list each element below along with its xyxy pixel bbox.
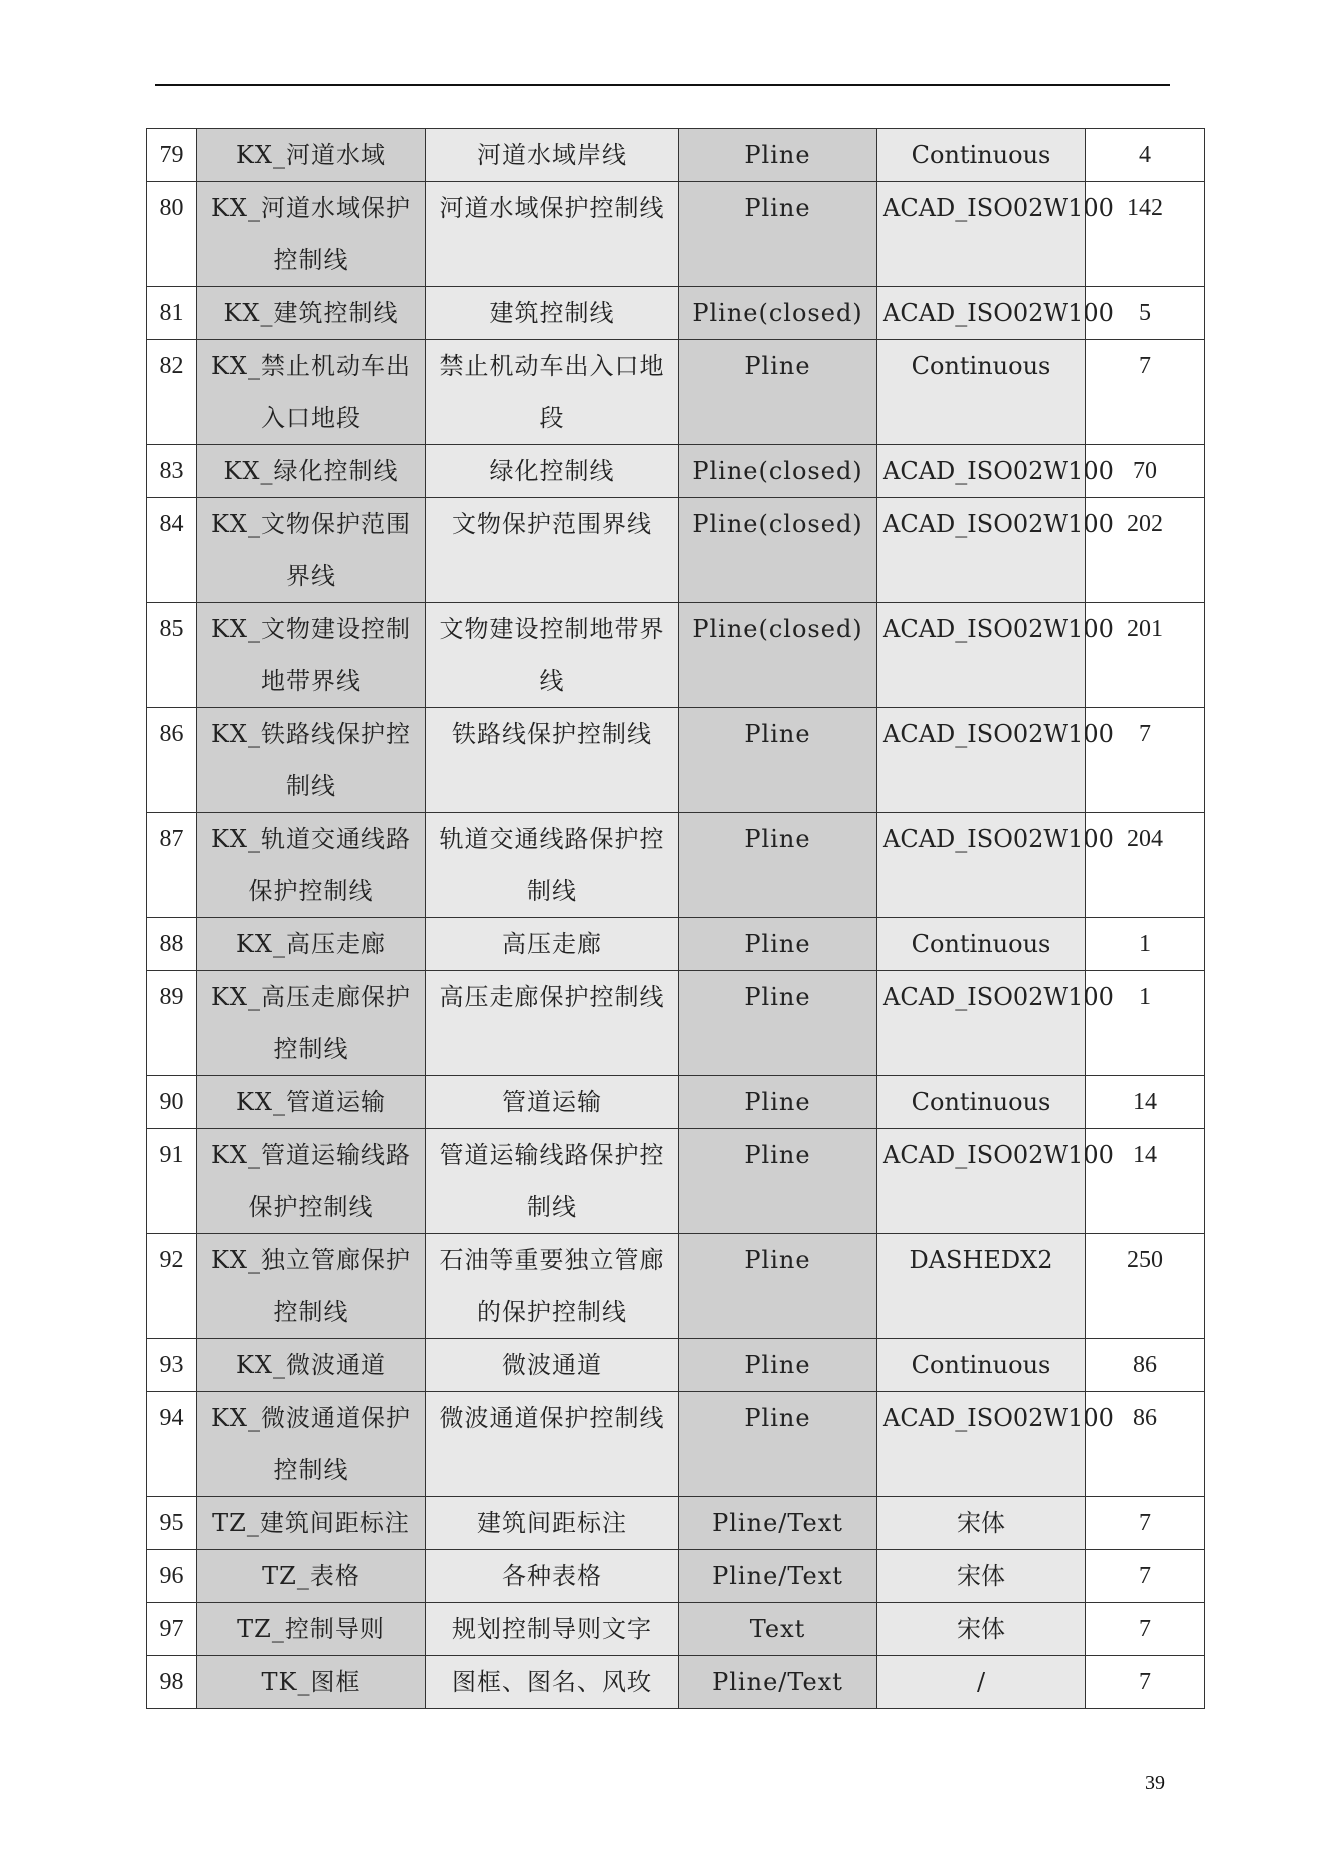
layer-code-cell: KX_微波通道保护控制线 <box>197 1392 426 1497</box>
color-index-cell: 7 <box>1086 708 1205 813</box>
linetype-cell: DASHEDX2 <box>877 1234 1086 1339</box>
layer-description-cell: 管道运输线路保护控制线 <box>426 1129 679 1234</box>
table-row <box>147 813 1205 918</box>
color-index-cell: 250 <box>1086 1234 1205 1339</box>
row-number-cell: 79 <box>147 129 197 182</box>
layer-description-cell: 规划控制导则文字 <box>426 1603 679 1656</box>
color-index-cell: 7 <box>1086 1550 1205 1603</box>
row-number-cell: 89 <box>147 971 197 1076</box>
table-row <box>147 1550 1205 1603</box>
row-number-cell: 97 <box>147 1603 197 1656</box>
entity-type-cell: Pline(closed) <box>679 498 877 603</box>
layer-code-cell: TZ_建筑间距标注 <box>197 1497 426 1550</box>
row-number-cell: 82 <box>147 340 197 445</box>
layer-description-cell: 轨道交通线路保护控制线 <box>426 813 679 918</box>
table-row <box>147 1129 1205 1234</box>
layer-description-cell: 微波通道保护控制线 <box>426 1392 679 1497</box>
table-row <box>147 182 1205 287</box>
linetype-cell: 宋体 <box>877 1497 1086 1550</box>
row-number-cell: 95 <box>147 1497 197 1550</box>
header-rule <box>155 84 1170 86</box>
linetype-cell: Continuous <box>877 129 1086 182</box>
color-index-cell: 86 <box>1086 1339 1205 1392</box>
entity-type-cell: Pline <box>679 1076 877 1129</box>
linetype-cell: ACAD_ISO02W100 <box>877 1129 1086 1234</box>
linetype-cell: Continuous <box>877 340 1086 445</box>
entity-type-cell: Pline(closed) <box>679 603 877 708</box>
table-row <box>147 1603 1205 1656</box>
row-number-cell: 90 <box>147 1076 197 1129</box>
layer-code-cell: KX_文物建设控制地带界线 <box>197 603 426 708</box>
entity-type-cell: Pline <box>679 1392 877 1497</box>
row-number-cell: 87 <box>147 813 197 918</box>
layer-code-cell: KX_河道水域保护控制线 <box>197 182 426 287</box>
linetype-cell: ACAD_ISO02W100 <box>877 287 1086 340</box>
layer-table-body <box>147 129 1205 1709</box>
color-index-cell: 1 <box>1086 918 1205 971</box>
row-number-cell: 91 <box>147 1129 197 1234</box>
layer-description-cell: 管道运输 <box>426 1076 679 1129</box>
linetype-cell: Continuous <box>877 1339 1086 1392</box>
color-index-cell: 14 <box>1086 1129 1205 1234</box>
layer-code-cell: KX_建筑控制线 <box>197 287 426 340</box>
page-number: 39 <box>1145 1772 1165 1794</box>
linetype-cell: ACAD_ISO02W100 <box>877 971 1086 1076</box>
row-number-cell: 81 <box>147 287 197 340</box>
table-row <box>147 708 1205 813</box>
linetype-cell: ACAD_ISO02W100 <box>877 1392 1086 1497</box>
layer-description-cell: 高压走廊 <box>426 918 679 971</box>
color-index-cell: 202 <box>1086 498 1205 603</box>
linetype-cell: ACAD_ISO02W100 <box>877 182 1086 287</box>
table-row <box>147 1392 1205 1497</box>
layer-description-cell: 铁路线保护控制线 <box>426 708 679 813</box>
color-index-cell: 1 <box>1086 971 1205 1076</box>
layer-description-cell: 绿化控制线 <box>426 445 679 498</box>
linetype-cell: ACAD_ISO02W100 <box>877 708 1086 813</box>
layer-description-cell: 微波通道 <box>426 1339 679 1392</box>
layer-code-cell: KX_高压走廊保护控制线 <box>197 971 426 1076</box>
row-number-cell: 92 <box>147 1234 197 1339</box>
row-number-cell: 83 <box>147 445 197 498</box>
entity-type-cell: Pline <box>679 1129 877 1234</box>
table-row <box>147 1497 1205 1550</box>
table-row <box>147 340 1205 445</box>
color-index-cell: 201 <box>1086 603 1205 708</box>
linetype-cell: ACAD_ISO02W100 <box>877 445 1086 498</box>
layer-description-cell: 河道水域岸线 <box>426 129 679 182</box>
layer-description-cell: 建筑控制线 <box>426 287 679 340</box>
entity-type-cell: Pline <box>679 1234 877 1339</box>
color-index-cell: 4 <box>1086 129 1205 182</box>
table-row <box>147 129 1205 182</box>
color-index-cell: 5 <box>1086 287 1205 340</box>
entity-type-cell: Pline/Text <box>679 1497 877 1550</box>
linetype-cell: 宋体 <box>877 1603 1086 1656</box>
linetype-cell: Continuous <box>877 918 1086 971</box>
table-row <box>147 1339 1205 1392</box>
layer-code-cell: KX_高压走廊 <box>197 918 426 971</box>
layer-code-cell: KX_管道运输 <box>197 1076 426 1129</box>
row-number-cell: 93 <box>147 1339 197 1392</box>
table-row <box>147 445 1205 498</box>
linetype-cell: 宋体 <box>877 1550 1086 1603</box>
linetype-cell: Continuous <box>877 1076 1086 1129</box>
color-index-cell: 142 <box>1086 182 1205 287</box>
entity-type-cell: Pline <box>679 971 877 1076</box>
layer-description-cell: 文物建设控制地带界线 <box>426 603 679 708</box>
layer-code-cell: KX_轨道交通线路保护控制线 <box>197 813 426 918</box>
layer-description-cell: 石油等重要独立管廊的保护控制线 <box>426 1234 679 1339</box>
color-index-cell: 204 <box>1086 813 1205 918</box>
layer-description-cell: 建筑间距标注 <box>426 1497 679 1550</box>
linetype-cell: / <box>877 1656 1086 1709</box>
table-row <box>147 603 1205 708</box>
entity-type-cell: Text <box>679 1603 877 1656</box>
color-index-cell: 70 <box>1086 445 1205 498</box>
table-row <box>147 971 1205 1076</box>
layer-code-cell: KX_绿化控制线 <box>197 445 426 498</box>
layer-description-cell: 文物保护范围界线 <box>426 498 679 603</box>
layer-table <box>146 128 1205 1709</box>
entity-type-cell: Pline <box>679 182 877 287</box>
entity-type-cell: Pline <box>679 708 877 813</box>
entity-type-cell: Pline <box>679 813 877 918</box>
table-row <box>147 498 1205 603</box>
layer-code-cell: KX_禁止机动车出入口地段 <box>197 340 426 445</box>
table-row <box>147 1656 1205 1709</box>
layer-code-cell: KX_文物保护范围界线 <box>197 498 426 603</box>
row-number-cell: 86 <box>147 708 197 813</box>
color-index-cell: 86 <box>1086 1392 1205 1497</box>
entity-type-cell: Pline <box>679 129 877 182</box>
table-row <box>147 1076 1205 1129</box>
entity-type-cell: Pline/Text <box>679 1656 877 1709</box>
color-index-cell: 7 <box>1086 1656 1205 1709</box>
layer-code-cell: KX_微波通道 <box>197 1339 426 1392</box>
linetype-cell: ACAD_ISO02W100 <box>877 498 1086 603</box>
linetype-cell: ACAD_ISO02W100 <box>877 603 1086 708</box>
color-index-cell: 7 <box>1086 340 1205 445</box>
row-number-cell: 80 <box>147 182 197 287</box>
row-number-cell: 85 <box>147 603 197 708</box>
color-index-cell: 7 <box>1086 1497 1205 1550</box>
entity-type-cell: Pline(closed) <box>679 287 877 340</box>
color-index-cell: 7 <box>1086 1603 1205 1656</box>
entity-type-cell: Pline <box>679 1339 877 1392</box>
layer-description-cell: 禁止机动车出入口地段 <box>426 340 679 445</box>
color-index-cell: 14 <box>1086 1076 1205 1129</box>
table-row <box>147 287 1205 340</box>
table-row <box>147 1234 1205 1339</box>
row-number-cell: 96 <box>147 1550 197 1603</box>
entity-type-cell: Pline/Text <box>679 1550 877 1603</box>
layer-code-cell: TZ_表格 <box>197 1550 426 1603</box>
layer-description-cell: 河道水域保护控制线 <box>426 182 679 287</box>
table-row <box>147 918 1205 971</box>
layer-code-cell: KX_独立管廊保护控制线 <box>197 1234 426 1339</box>
row-number-cell: 98 <box>147 1656 197 1709</box>
linetype-cell: ACAD_ISO02W100 <box>877 813 1086 918</box>
layer-code-cell: TK_图框 <box>197 1656 426 1709</box>
layer-code-cell: KX_铁路线保护控制线 <box>197 708 426 813</box>
layer-description-cell: 图框、图名、风玫 <box>426 1656 679 1709</box>
entity-type-cell: Pline <box>679 340 877 445</box>
layer-code-cell: TZ_控制导则 <box>197 1603 426 1656</box>
layer-code-cell: KX_管道运输线路保护控制线 <box>197 1129 426 1234</box>
layer-code-cell: KX_河道水域 <box>197 129 426 182</box>
row-number-cell: 84 <box>147 498 197 603</box>
entity-type-cell: Pline(closed) <box>679 445 877 498</box>
layer-description-cell: 高压走廊保护控制线 <box>426 971 679 1076</box>
row-number-cell: 88 <box>147 918 197 971</box>
entity-type-cell: Pline <box>679 918 877 971</box>
row-number-cell: 94 <box>147 1392 197 1497</box>
layer-description-cell: 各种表格 <box>426 1550 679 1603</box>
